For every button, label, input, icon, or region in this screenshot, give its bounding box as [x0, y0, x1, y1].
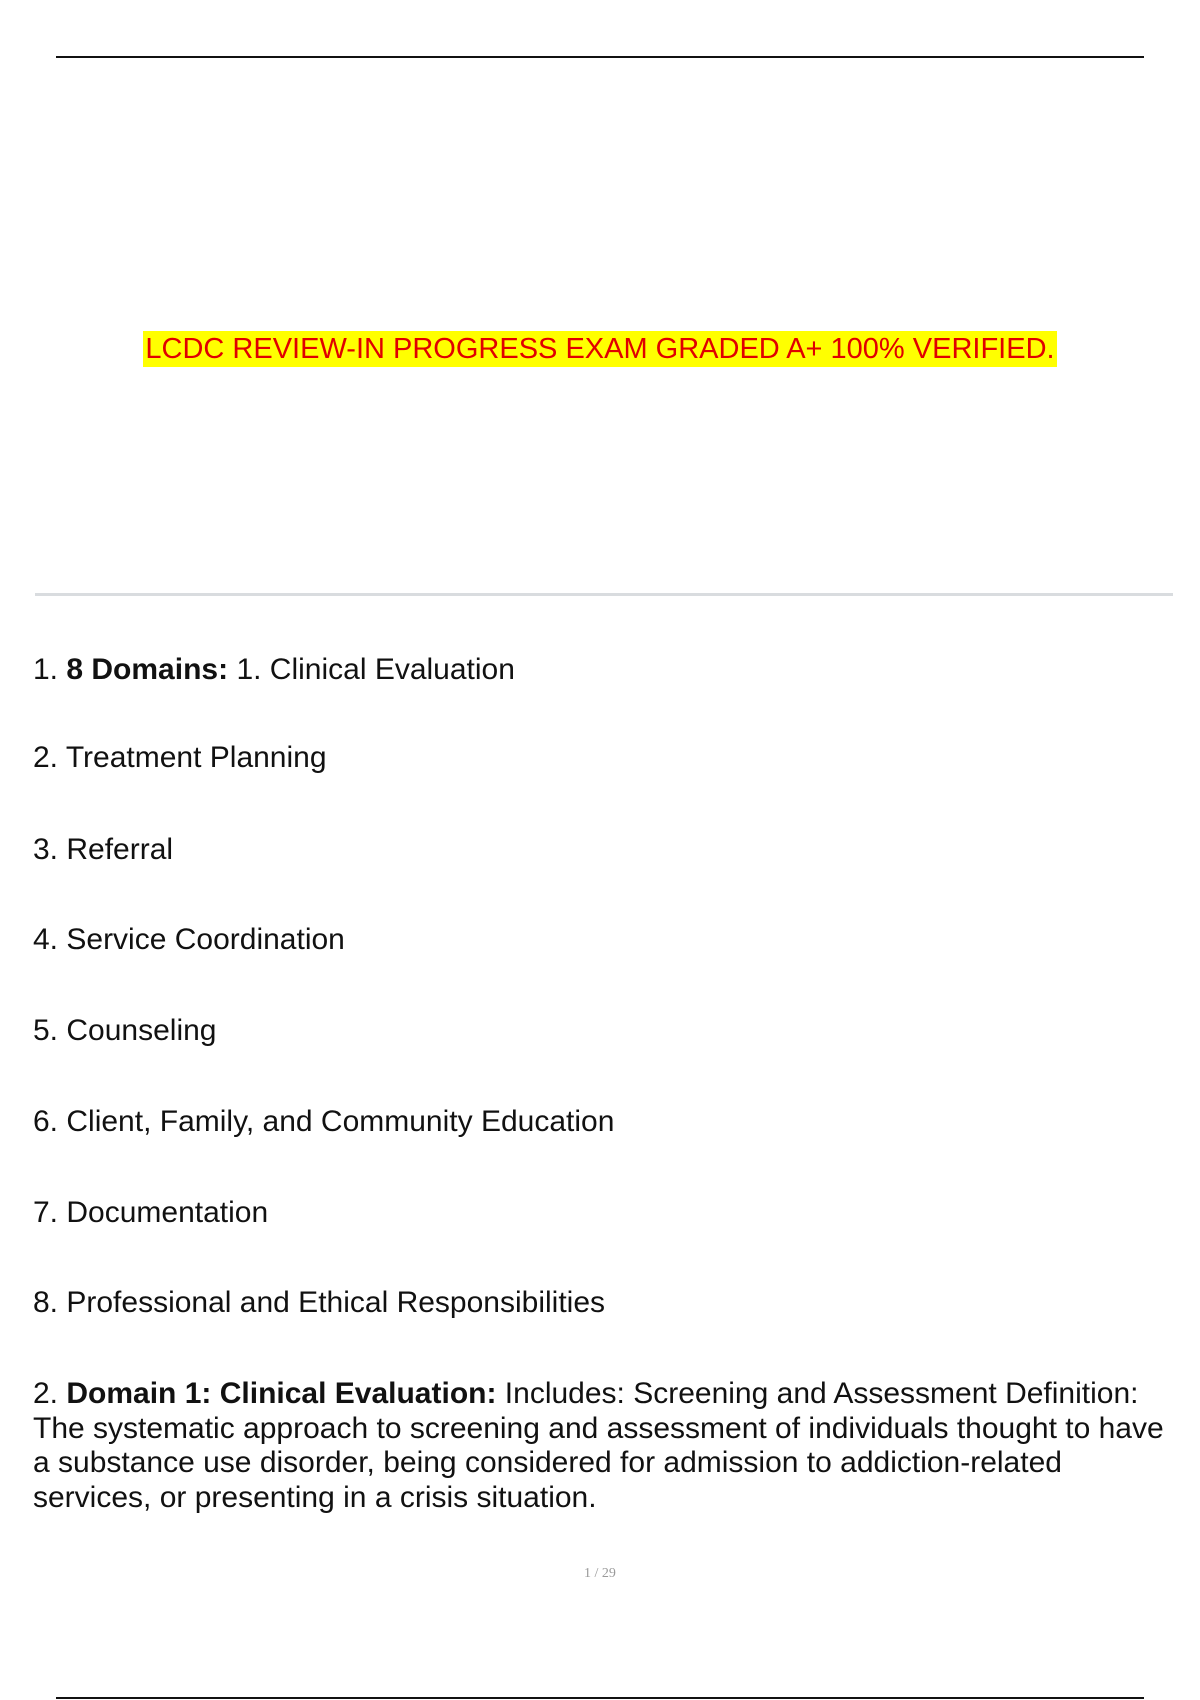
title-block — [0, 331, 1200, 367]
document-title: LCDC REVIEW-IN PROGRESS EXAM GRADED A+ 100% VERIFIED. — [145, 333, 1055, 365]
item-number: 5. — [33, 1014, 59, 1047]
list-item — [33, 832, 173, 868]
list-item — [33, 1013, 216, 1049]
item-number: 6. — [33, 1105, 59, 1138]
list-item — [33, 922, 345, 958]
paragraph-term: Domain 1: Clinical Evaluation: — [66, 1377, 497, 1410]
list-item — [33, 740, 327, 776]
item-text: Counseling — [66, 1014, 217, 1047]
item-number: 3. — [33, 833, 59, 866]
bottom-rule — [56, 1697, 1144, 1699]
definition-paragraph — [33, 1377, 1168, 1515]
list-item — [33, 1104, 614, 1140]
item-text: Service Coordination — [66, 923, 345, 956]
list-item — [33, 652, 515, 688]
item-number: 8. — [33, 1286, 59, 1319]
item-term: 8 Domains: — [66, 653, 229, 686]
item-number: 2. — [33, 741, 59, 774]
item-text: 1. Clinical Evaluation — [236, 653, 515, 686]
item-number: 1. — [33, 653, 59, 686]
top-rule — [56, 56, 1144, 58]
section-divider — [35, 593, 1173, 596]
item-text: Professional and Ethical Responsibilities — [66, 1286, 605, 1319]
item-text: Documentation — [66, 1196, 269, 1229]
paragraph-number: 2. — [33, 1377, 59, 1410]
item-text: Referral — [66, 833, 174, 866]
item-number: 7. — [33, 1196, 59, 1229]
item-text: Treatment Planning — [65, 741, 327, 774]
item-number: 4. — [33, 923, 59, 956]
page-number: 1 / 29 — [584, 1566, 616, 1581]
paragraph-text: Includes: Screening and Assessment Definition: The systematic approach to screening and assessment of individuals thought to have a substance use disorder, being considered for admission to addiction-related services, or presenting in a crisis situation. — [33, 1377, 1164, 1514]
list-item — [33, 1195, 268, 1231]
list-item — [33, 1285, 605, 1321]
item-text: Client, Family, and Community Education — [66, 1105, 615, 1138]
